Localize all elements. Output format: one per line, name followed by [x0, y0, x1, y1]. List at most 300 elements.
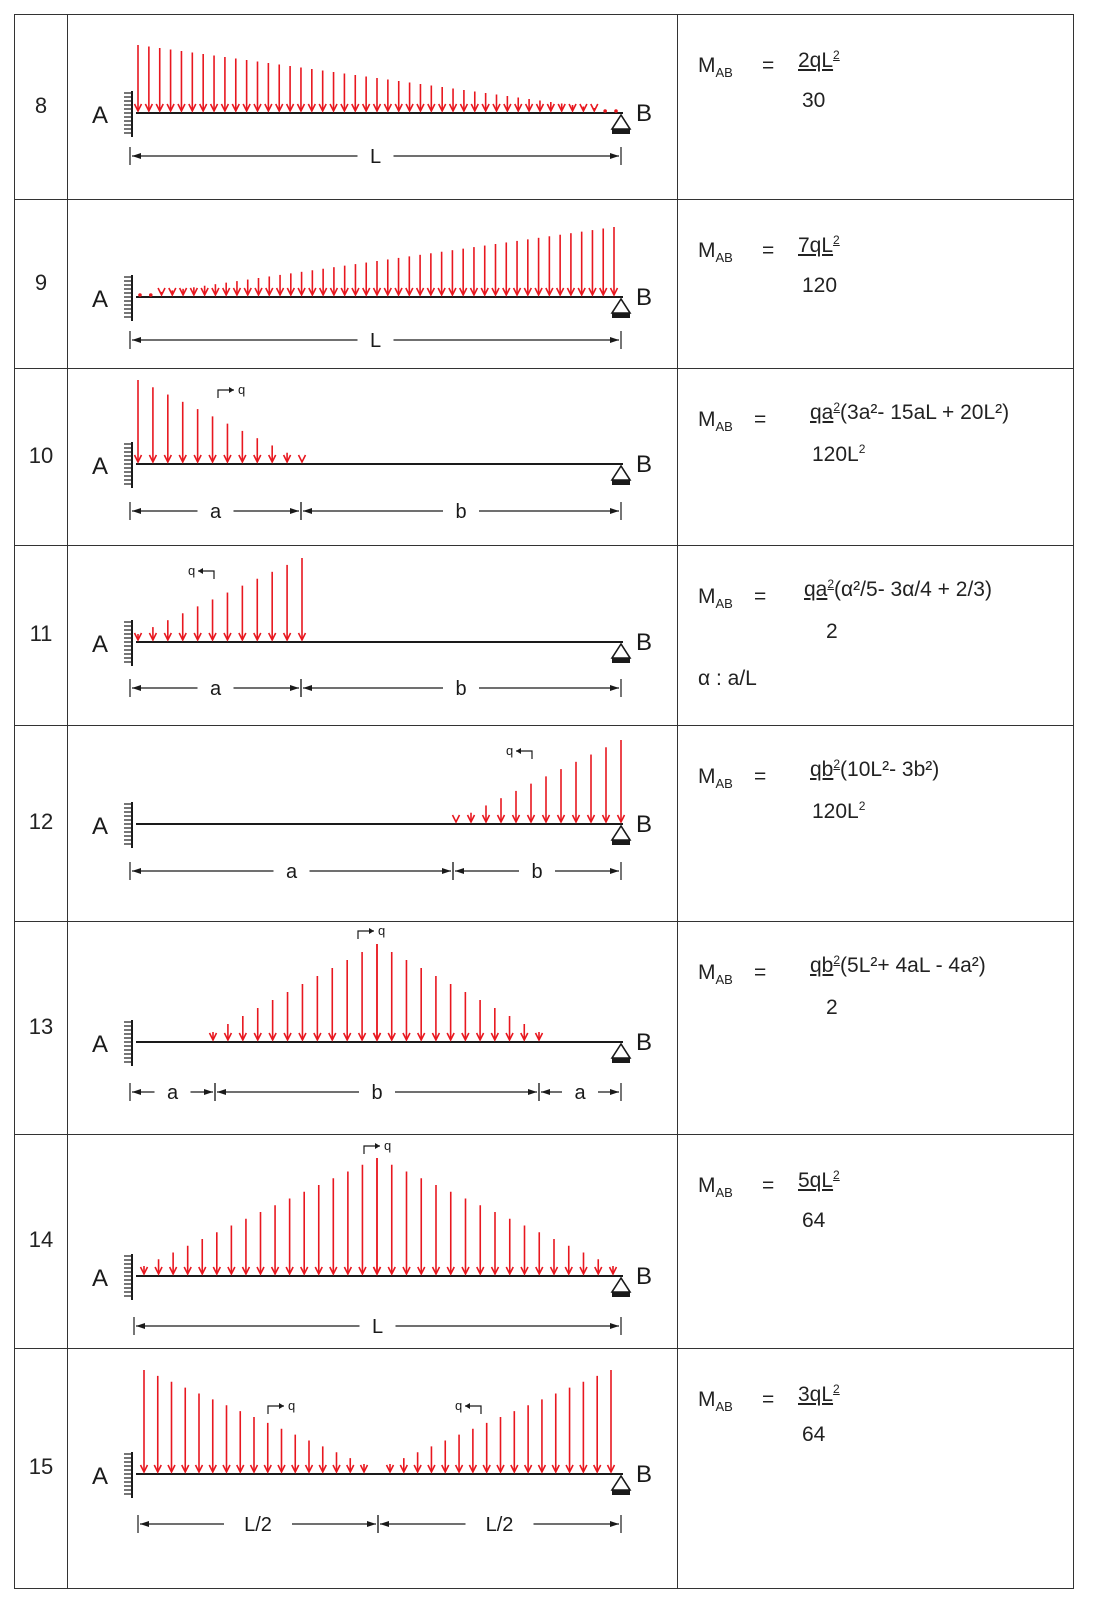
- svg-text:q: q: [238, 382, 246, 397]
- load-arrow: [558, 104, 565, 112]
- load-arrow: [319, 1446, 326, 1472]
- equals-sign: =: [754, 408, 767, 431]
- load-arrow: [536, 1232, 543, 1274]
- load-arrow: [374, 78, 381, 111]
- load-arrow: [265, 63, 272, 111]
- load-arrow: [341, 74, 348, 112]
- load-arrow: [209, 416, 216, 462]
- load-arrow: [224, 1024, 231, 1040]
- load-arrow: [526, 99, 533, 111]
- pin-support-icon: [612, 644, 630, 663]
- load-arrow: [255, 278, 262, 295]
- load-arrow: [233, 281, 240, 295]
- dimension-line: [130, 861, 453, 883]
- load-arrow: [145, 47, 152, 112]
- case-number: 9: [34, 269, 48, 295]
- load-arrow: [209, 599, 216, 640]
- load-arrow: [449, 250, 456, 295]
- fixed-support-icon: [124, 802, 132, 848]
- dimension-line: [215, 1082, 539, 1104]
- load-arrow: [135, 633, 142, 640]
- load-arrow: [384, 80, 391, 112]
- dimension-label: a: [285, 861, 298, 883]
- dimension-label: a: [574, 1082, 586, 1104]
- load-arrow: [287, 273, 294, 295]
- support-label-b: B: [636, 451, 653, 478]
- formula-denominator: $120L^2$: [812, 799, 866, 823]
- load-arrow: [320, 269, 327, 295]
- fixed-support-icon: [124, 1452, 132, 1498]
- formula-numerator: $2qL^2$: [798, 48, 840, 72]
- load-arrow: [589, 230, 596, 295]
- load-arrow: [456, 1435, 463, 1472]
- support-label-a: A: [92, 813, 109, 840]
- load-arrow: [610, 1266, 617, 1274]
- load-arrow: [224, 593, 231, 640]
- load-arrow: [224, 424, 231, 462]
- pin-support-icon: [612, 466, 630, 485]
- load-arrow: [180, 288, 187, 295]
- formula-denominator: 120: [802, 274, 838, 297]
- fixed-support-icon: [124, 1020, 132, 1066]
- load-arrow: [384, 259, 391, 295]
- load-arrow: [352, 75, 359, 111]
- beam-diagram: [68, 545, 678, 725]
- fixed-support-icon: [124, 1254, 132, 1300]
- load-arrow: [493, 95, 500, 112]
- moment-symbol: $M_{AB}$: [698, 961, 733, 988]
- support-label-b: B: [636, 629, 653, 656]
- load-direction-marker: [455, 1398, 481, 1414]
- fixed-support-icon: [124, 442, 132, 488]
- load-arrow: [223, 1405, 230, 1472]
- load-arrow: [239, 1016, 246, 1040]
- load-arrow: [209, 1399, 216, 1472]
- dimension-label: L: [369, 146, 382, 168]
- load-arrow: [506, 1219, 513, 1274]
- load-arrow: [600, 229, 607, 295]
- case-number: 8: [34, 92, 48, 118]
- load-arrow: [243, 60, 250, 111]
- load-arrow: [190, 287, 197, 295]
- dimension-line: [130, 678, 301, 700]
- load-arrow: [557, 235, 564, 295]
- dimension-line: [301, 501, 621, 523]
- load-arrow: [608, 1370, 615, 1472]
- load-arrow: [418, 968, 425, 1040]
- load-arrow: [591, 104, 598, 111]
- load-arrow: [359, 952, 366, 1040]
- support-label-a: A: [92, 102, 109, 129]
- load-arrow: [566, 1388, 573, 1472]
- load-arrow: [433, 1185, 440, 1274]
- load-arrow: [168, 1382, 175, 1472]
- load-arrow: [266, 276, 273, 295]
- load-arrow: [278, 1429, 285, 1472]
- load-arrow: [301, 1192, 308, 1274]
- dimension-line: [453, 861, 621, 883]
- load-arrow: [395, 81, 402, 111]
- load-arrow: [314, 976, 321, 1040]
- load-arrow: [244, 280, 251, 295]
- load-arrow: [395, 258, 402, 295]
- formula-cell: [678, 368, 1074, 545]
- load-arrow: [547, 102, 554, 111]
- load-arrow: [254, 438, 261, 462]
- load-arrow: [319, 71, 326, 112]
- load-arrow: [292, 1435, 299, 1472]
- load-arrow: [513, 791, 520, 822]
- load-arrow: [155, 1259, 162, 1274]
- pin-support-icon: [612, 115, 630, 134]
- load-arrow: [614, 109, 618, 113]
- load-arrow: [149, 387, 156, 462]
- beam-diagram: [68, 1134, 678, 1348]
- load-arrow: [154, 1376, 161, 1472]
- load-arrow: [432, 976, 439, 1040]
- load-arrow: [341, 266, 348, 295]
- beam-diagram: [68, 725, 678, 921]
- load-direction-marker: [364, 1138, 391, 1154]
- load-arrow: [284, 992, 291, 1040]
- load-arrow: [211, 56, 218, 112]
- svg-text:q: q: [288, 1398, 296, 1413]
- load-arrow: [239, 586, 246, 640]
- load-arrow: [481, 246, 488, 295]
- svg-text:q: q: [506, 743, 514, 758]
- dimension-label: b: [531, 861, 543, 883]
- load-arrow: [387, 1464, 394, 1472]
- equals-sign: =: [754, 961, 767, 984]
- load-arrow: [363, 263, 370, 295]
- load-arrow: [418, 1178, 425, 1274]
- load-arrow: [277, 275, 284, 295]
- support-label-b: B: [636, 100, 653, 127]
- load-arrow: [551, 1239, 558, 1274]
- load-arrow: [179, 402, 186, 462]
- load-arrow: [184, 1246, 191, 1274]
- load-arrow: [374, 944, 381, 1040]
- load-arrow: [169, 288, 176, 295]
- load-arrow: [284, 565, 291, 640]
- load-arrow: [189, 53, 196, 112]
- dimension-label: b: [371, 1082, 383, 1104]
- svg-text:q: q: [378, 923, 386, 938]
- moment-symbol: $M_{AB}$: [698, 765, 733, 792]
- load-arrow: [257, 1212, 264, 1274]
- load-arrow: [196, 1394, 203, 1473]
- load-arrow: [361, 1464, 368, 1472]
- load-arrow: [578, 232, 585, 295]
- dimension-line: [539, 1082, 621, 1104]
- load-arrow: [315, 1185, 322, 1274]
- load-arrow: [374, 1158, 381, 1274]
- load-arrow: [269, 1000, 276, 1040]
- formula-numerator: $qb^2(10L^2-$ 3b²): [810, 757, 940, 781]
- load-arrow: [194, 606, 201, 640]
- moment-symbol: $M_{AB}$: [698, 408, 733, 435]
- load-arrow: [468, 813, 475, 822]
- formula-cell: [678, 921, 1074, 1134]
- load-arrow: [525, 1405, 532, 1472]
- load-arrow: [400, 1458, 407, 1472]
- load-arrow: [552, 1394, 559, 1473]
- load-arrow: [352, 264, 359, 295]
- formula-cell: [678, 725, 1074, 921]
- load-arrow: [477, 1205, 484, 1274]
- load-arrow: [567, 233, 574, 295]
- load-arrow: [299, 455, 306, 462]
- load-arrow: [232, 59, 239, 112]
- load-arrow: [483, 1423, 490, 1472]
- load-arrow: [212, 284, 219, 295]
- load-arrow: [535, 238, 542, 295]
- load-arrow: [538, 1399, 545, 1472]
- svg-text:q: q: [188, 563, 196, 578]
- load-arrow: [469, 1429, 476, 1472]
- load-arrow: [344, 1172, 351, 1275]
- support-label-a: A: [92, 453, 109, 480]
- load-arrow: [618, 740, 625, 822]
- load-arrow: [580, 1253, 587, 1275]
- load-arrow: [588, 755, 595, 822]
- support-label-a: A: [92, 1265, 109, 1292]
- load-arrow: [503, 242, 510, 295]
- case-number: 12: [28, 809, 54, 834]
- load-arrow: [580, 1382, 587, 1472]
- load-arrow: [447, 1192, 454, 1274]
- load-arrow: [528, 784, 535, 822]
- case-number: 13: [28, 1013, 54, 1039]
- beam-diagram: [68, 921, 678, 1134]
- load-arrow: [460, 90, 467, 111]
- formula-numerator: $3qL^2$: [798, 1382, 840, 1406]
- load-arrow: [254, 62, 261, 112]
- moment-symbol: $M_{AB}$: [698, 1388, 733, 1415]
- load-arrow: [611, 227, 618, 295]
- formula-cell: [678, 545, 1074, 725]
- load-arrow: [213, 1232, 220, 1274]
- load-arrow: [200, 54, 207, 111]
- load-arrow: [359, 1165, 366, 1274]
- load-arrow: [239, 431, 246, 462]
- load-arrow: [482, 93, 489, 111]
- equals-sign: =: [762, 239, 775, 262]
- pin-support-icon: [612, 1044, 630, 1063]
- load-arrow: [483, 805, 490, 822]
- load-arrow: [269, 572, 276, 640]
- load-arrow: [558, 769, 565, 822]
- formula-cell: [678, 14, 1074, 199]
- load-arrow: [573, 762, 580, 822]
- load-arrow: [141, 1266, 148, 1274]
- formula-denominator: 30: [802, 89, 826, 112]
- load-arrow: [491, 1008, 498, 1040]
- load-arrow: [138, 293, 142, 297]
- load-arrow: [276, 65, 283, 112]
- load-arrow: [149, 293, 153, 297]
- load-arrow: [286, 1199, 293, 1275]
- load-arrow: [330, 267, 337, 295]
- formula-numerator: $qa^2(3a^2-$ 15aL + 20L²): [810, 400, 1010, 424]
- load-arrow: [524, 239, 531, 295]
- pin-support-icon: [612, 1278, 630, 1297]
- load-arrow: [201, 286, 208, 295]
- moment-symbol: $M_{AB}$: [698, 54, 733, 81]
- dimension-line: [138, 1514, 378, 1536]
- dimension-label: L/2: [485, 1514, 514, 1536]
- load-arrow: [497, 1417, 504, 1472]
- load-arrow: [594, 1376, 601, 1472]
- load-arrow: [330, 1178, 337, 1274]
- dimension-line: [130, 1082, 215, 1104]
- load-arrow: [347, 1458, 354, 1472]
- load-arrow: [164, 620, 171, 640]
- load-direction-marker: [358, 923, 385, 939]
- load-arrow: [442, 1441, 449, 1473]
- load-arrow: [363, 77, 370, 112]
- beam-diagram: [68, 1348, 678, 1588]
- fixed-support-icon: [124, 620, 132, 666]
- load-arrow: [221, 57, 228, 111]
- formula-numerator: $5qL^2$: [798, 1168, 840, 1192]
- equals-sign: =: [762, 1388, 775, 1411]
- beam-diagram: [68, 368, 678, 545]
- support-label-b: B: [636, 1029, 653, 1056]
- load-arrow: [417, 255, 424, 295]
- dimension-label: L/2: [244, 1514, 272, 1536]
- load-arrow: [514, 241, 521, 295]
- load-arrow: [414, 1452, 421, 1472]
- load-arrow: [164, 395, 171, 462]
- dimension-label: b: [455, 678, 467, 700]
- formula-denominator: 2: [826, 996, 838, 1019]
- pin-support-icon: [612, 299, 630, 318]
- load-arrow: [521, 1024, 528, 1040]
- load-arrow: [309, 270, 316, 295]
- support-label-b: B: [636, 811, 653, 838]
- load-arrow: [210, 1032, 217, 1040]
- dimension-label: L: [369, 330, 382, 352]
- dimension-label: a: [209, 501, 222, 523]
- fixed-support-icon: [124, 91, 132, 137]
- load-arrow: [403, 1172, 410, 1275]
- load-arrow: [179, 613, 186, 640]
- pin-support-icon: [612, 826, 630, 845]
- dimension-line: [130, 330, 621, 352]
- load-arrow: [297, 68, 304, 112]
- svg-text:q: q: [455, 1398, 463, 1413]
- alpha-definition: α : a/L: [698, 667, 757, 690]
- support-label-a: A: [92, 286, 109, 313]
- load-arrow: [427, 253, 434, 295]
- beam-diagram: [68, 199, 678, 368]
- load-arrow: [272, 1205, 279, 1274]
- load-arrow: [492, 1212, 499, 1274]
- formula-denominator: 2: [826, 620, 838, 643]
- load-arrow: [199, 1239, 206, 1274]
- dimension-line: [130, 146, 621, 168]
- dimension-line: [134, 1316, 621, 1338]
- load-direction-marker: [188, 563, 214, 579]
- load-arrow: [428, 86, 435, 112]
- load-arrow: [299, 984, 306, 1040]
- load-arrow: [536, 101, 543, 112]
- load-arrow: [269, 445, 276, 462]
- load-arrow: [299, 558, 306, 640]
- load-arrow: [470, 247, 477, 295]
- dimension-line: [301, 678, 621, 700]
- equals-sign: =: [762, 54, 775, 77]
- load-arrow: [237, 1411, 244, 1472]
- case-number: 10: [28, 442, 54, 468]
- case-number: 11: [29, 621, 53, 646]
- formula-numerator: $7qL^2$: [798, 233, 840, 257]
- load-arrow: [417, 84, 424, 111]
- formula-denominator: 64: [802, 1209, 826, 1232]
- load-arrow: [228, 1226, 235, 1275]
- load-arrow: [242, 1219, 249, 1274]
- load-arrow: [515, 98, 522, 112]
- load-arrow: [453, 815, 460, 822]
- load-arrow: [264, 1423, 271, 1472]
- load-arrow: [543, 776, 550, 822]
- moment-symbol: $M_{AB}$: [698, 585, 733, 612]
- load-arrow: [536, 1032, 543, 1040]
- load-arrow: [439, 87, 446, 111]
- formula-numerator: $qa^2(\alpha^2/5-$ 3α/4 + 2/3): [804, 577, 992, 601]
- load-arrow: [254, 579, 261, 640]
- load-arrow: [388, 952, 395, 1040]
- load-arrow: [170, 1253, 177, 1275]
- formula-cell: [678, 1348, 1074, 1588]
- support-label-a: A: [92, 1463, 109, 1490]
- equals-sign: =: [754, 765, 767, 788]
- svg-text:q: q: [384, 1138, 392, 1153]
- equals-sign: =: [754, 585, 767, 608]
- load-arrow: [569, 104, 576, 111]
- fixed-support-icon: [124, 275, 132, 321]
- formula-denominator: 64: [802, 1423, 826, 1446]
- formula-cell: [678, 1134, 1074, 1348]
- load-arrow: [438, 252, 445, 295]
- load-arrow: [135, 45, 142, 111]
- load-arrow: [580, 104, 587, 111]
- dimension-line: [130, 501, 301, 523]
- load-arrow: [603, 109, 607, 113]
- load-arrow: [471, 92, 478, 112]
- load-arrow: [504, 96, 511, 111]
- moment-symbol: $M_{AB}$: [698, 239, 733, 266]
- load-arrow: [460, 249, 467, 295]
- load-arrow: [333, 1452, 340, 1472]
- load-arrow: [167, 50, 174, 112]
- load-arrow: [156, 48, 163, 111]
- load-arrow: [450, 89, 457, 112]
- load-arrow: [403, 960, 410, 1040]
- load-arrow: [595, 1259, 602, 1274]
- load-arrow: [546, 236, 553, 295]
- load-arrow: [135, 380, 142, 462]
- case-number: 14: [28, 1227, 54, 1252]
- load-arrow: [511, 1411, 518, 1472]
- load-arrow: [521, 1226, 528, 1275]
- support-label-b: B: [636, 1461, 653, 1488]
- load-arrow: [298, 272, 305, 295]
- load-arrow: [388, 1165, 395, 1274]
- beam-diagram: [68, 14, 678, 199]
- load-arrow: [284, 453, 291, 462]
